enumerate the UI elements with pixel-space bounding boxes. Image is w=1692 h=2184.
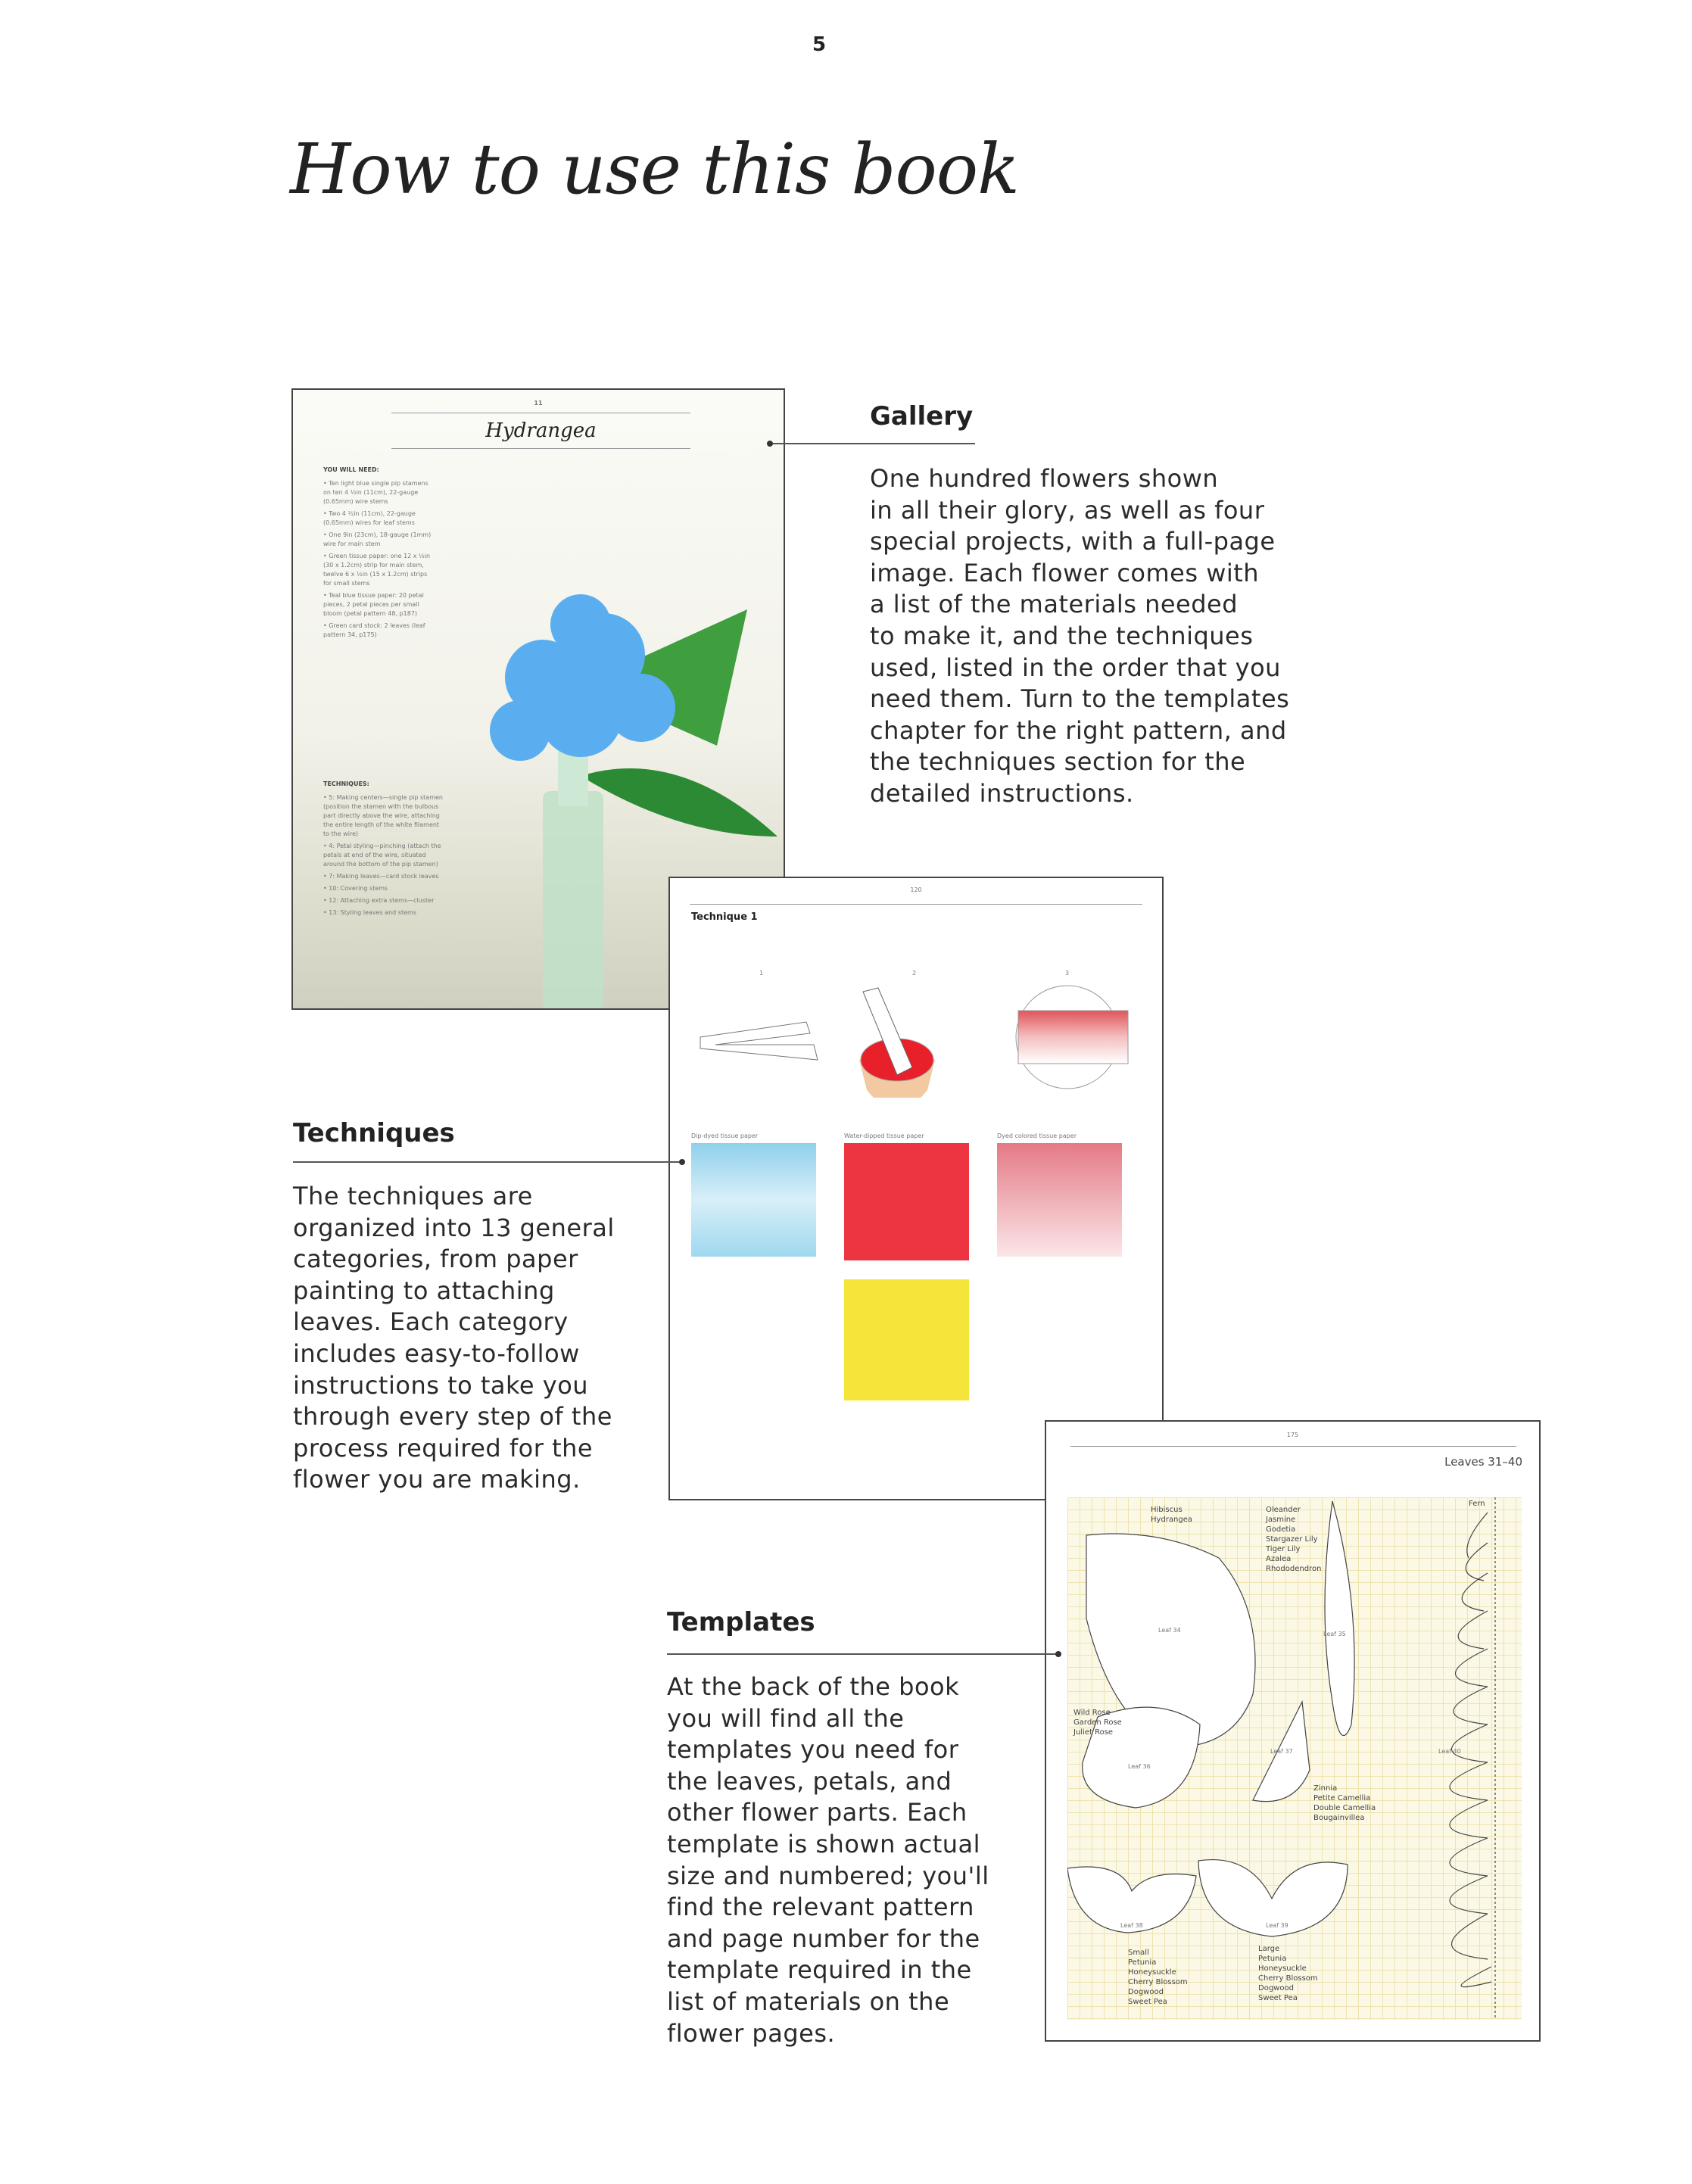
template-sample-page bbox=[1045, 1420, 1541, 2042]
body-line: painting to attaching bbox=[293, 1276, 555, 1305]
leaf-number: Leaf 38 bbox=[1120, 1922, 1143, 1929]
leaf-outlines bbox=[1067, 1497, 1522, 2020]
sample-flower-title: Hydrangea bbox=[391, 413, 690, 449]
body-line: other flower parts. Each bbox=[667, 1798, 968, 1827]
body-line: in all their glory, as well as four bbox=[870, 495, 1265, 525]
step-number: 2 bbox=[912, 970, 917, 977]
step-number: 1 bbox=[759, 970, 764, 977]
list-item: • 7: Making leaves—card stock leaves bbox=[323, 873, 439, 880]
list-item: • 13: Styling leaves and stems bbox=[323, 909, 416, 916]
body-line: chapter for the right pattern, and bbox=[870, 715, 1287, 745]
body-line: process required for the bbox=[293, 1433, 594, 1463]
leaf-number: Leaf 35 bbox=[1323, 1631, 1346, 1637]
leaf-36-flowers: Wild Rose Garden Rose Juliet Rose bbox=[1073, 1709, 1122, 1737]
body-line: At the back of the book bbox=[667, 1672, 960, 1701]
body-line: includes easy-to-follow bbox=[293, 1338, 580, 1368]
leaf-39-flowers: Large Petunia Honeysuckle Cherry Blossom Dogwood Sweet Pea bbox=[1258, 1945, 1318, 2002]
leaf-40-fern bbox=[1450, 1497, 1495, 2020]
template-heading: Leaves 31–40 bbox=[1444, 1455, 1522, 1469]
body-line: One hundred flowers shown bbox=[870, 464, 1219, 493]
body-line: the leaves, petals, and bbox=[667, 1766, 952, 1796]
body-line: a list of the materials needed bbox=[870, 590, 1239, 619]
body-line: through every step of the bbox=[293, 1402, 612, 1432]
body-line: organized into 13 general bbox=[293, 1213, 615, 1242]
swatch-label: Dyed colored tissue paper bbox=[997, 1133, 1077, 1139]
paper-swatches bbox=[670, 1143, 1164, 1423]
leaf-lower bbox=[581, 768, 777, 837]
leaf-37-flowers: Zinnia Petite Camellia Double Camellia Bougainvillea bbox=[1313, 1784, 1376, 1822]
list-item: • One 9in (23cm), 18-gauge (1mm) wire for main stem bbox=[323, 531, 432, 547]
list-item: • 10: Covering stems bbox=[323, 885, 388, 892]
folded-paper bbox=[700, 1022, 818, 1060]
techniques-heading: Techniques bbox=[293, 1118, 455, 1148]
body-line: and page number for the bbox=[667, 1924, 980, 1953]
templates-connector bbox=[667, 1653, 1058, 1655]
gallery-heading: Gallery bbox=[870, 401, 974, 432]
page-number: 5 bbox=[812, 33, 827, 56]
body-line: The techniques are bbox=[293, 1182, 533, 1210]
hydrangea-bloom bbox=[490, 594, 675, 761]
list-item: • Two 4 ½in (11cm), 22-gauge (0.65mm) wires for leaf stems bbox=[323, 510, 416, 526]
body-line: special projects, with a full-page bbox=[870, 527, 1276, 556]
body-line: instructions to take you bbox=[293, 1370, 589, 1400]
templates-heading: Templates bbox=[667, 1607, 815, 1637]
template-grid bbox=[1067, 1497, 1522, 2020]
gallery-description bbox=[870, 463, 1289, 810]
body-line: to make it, and the techniques bbox=[870, 621, 1254, 650]
list-item: • Teal blue tissue paper: 20 petal pieces, 2 petal pieces per small bloom (petal pattern 48, p187) bbox=[323, 592, 424, 617]
body-line: need them. Turn to the templates bbox=[870, 684, 1290, 714]
swatch-red bbox=[844, 1143, 969, 1260]
need-label: YOU WILL NEED: bbox=[323, 466, 379, 473]
body-line: template is shown actual bbox=[667, 1829, 981, 1858]
sample-page-number: 11 bbox=[534, 400, 543, 407]
step-number: 3 bbox=[1065, 970, 1070, 977]
leaf-35 bbox=[1325, 1501, 1354, 1736]
swatch-label: Dip-dyed tissue paper bbox=[691, 1133, 759, 1139]
techniques-connector bbox=[293, 1161, 682, 1163]
list-item: • Green card stock: 2 leaves (leaf pattern 34, p175) bbox=[323, 622, 425, 638]
body-line: templates you need for bbox=[667, 1735, 959, 1765]
body-line: flower pages. bbox=[667, 2018, 836, 2048]
leaf-number: Leaf 37 bbox=[1270, 1748, 1293, 1755]
technique-illustrations bbox=[670, 977, 1164, 1098]
body-line: leaves. Each category bbox=[293, 1307, 569, 1337]
swatch-blue bbox=[691, 1143, 816, 1257]
list-item: • Ten light blue single pip stamens on ten 4 ½in (11cm), 22-gauge (0.65mm) wire stems bbox=[323, 480, 428, 505]
body-line: find the relevant pattern bbox=[667, 1893, 974, 1922]
body-line: list of materials on the bbox=[667, 1986, 950, 2016]
swatch-pink bbox=[997, 1143, 1122, 1257]
sample-page-number: 175 bbox=[1286, 1432, 1299, 1438]
list-item: • Green tissue paper: one 12 x ½in (30 x 1.2cm) strip for main stem, twelve 6 x ½in (15 x 1.2cm) strips for small stems bbox=[323, 553, 431, 587]
tech-label: TECHNIQUES: bbox=[323, 780, 369, 787]
leaf-number: Leaf 34 bbox=[1158, 1627, 1181, 1634]
gallery-connector bbox=[770, 443, 975, 444]
techs-list bbox=[323, 793, 444, 918]
body-line: you will find all the bbox=[667, 1703, 905, 1733]
list-item: • 4: Petal styling—pinching (attach the petals at end of the wire, situated around the bottom of the pip stamen) bbox=[323, 843, 441, 868]
leaf-number: Leaf 39 bbox=[1266, 1922, 1288, 1929]
leaf-number: Leaf 40 bbox=[1438, 1748, 1461, 1755]
vase bbox=[543, 791, 603, 1010]
leaf-34-flowers: Hibiscus Hydrangea bbox=[1151, 1506, 1192, 1524]
page-title: How to use this book bbox=[290, 129, 1019, 210]
swatch-yellow bbox=[844, 1279, 969, 1400]
body-line: flower you are making. bbox=[293, 1465, 581, 1494]
leaf-40-flowers: Fern bbox=[1469, 1500, 1485, 1508]
list-item: • 12: Attaching extra stems—cluster bbox=[323, 897, 435, 904]
templates-description bbox=[667, 1671, 989, 2049]
body-line: template required in the bbox=[667, 1955, 972, 1985]
needs-list bbox=[323, 479, 437, 640]
leaf-38-flowers: Small Petunia Honeysuckle Cherry Blossom Dogwood Sweet Pea bbox=[1128, 1949, 1188, 2006]
swatch-label: Water-dipped tissue paper bbox=[844, 1133, 924, 1139]
body-line: used, listed in the order that you bbox=[870, 653, 1281, 682]
body-line: categories, from paper bbox=[293, 1245, 578, 1274]
leaf-35-flowers: Oleander Jasmine Godetia Stargazer Lily Tiger Lily Azalea Rhododendron bbox=[1266, 1506, 1322, 1573]
body-line: size and numbered; you'll bbox=[667, 1861, 989, 1890]
technique-heading: Technique 1 bbox=[691, 911, 758, 923]
body-line: the techniques section for the bbox=[870, 747, 1246, 777]
list-item: • 5: Making centers—single pip stamen (position the stamen with the bulbous part directly above the wire, attaching the entire length of the white filament to the wire) bbox=[323, 794, 443, 837]
techniques-description bbox=[293, 1181, 615, 1496]
body-line: image. Each flower comes with bbox=[870, 558, 1260, 587]
body-line: detailed instructions. bbox=[870, 778, 1134, 808]
leaf-number: Leaf 36 bbox=[1128, 1763, 1151, 1770]
sample-page-number: 120 bbox=[910, 886, 922, 893]
technique-sample-page bbox=[668, 877, 1164, 1500]
